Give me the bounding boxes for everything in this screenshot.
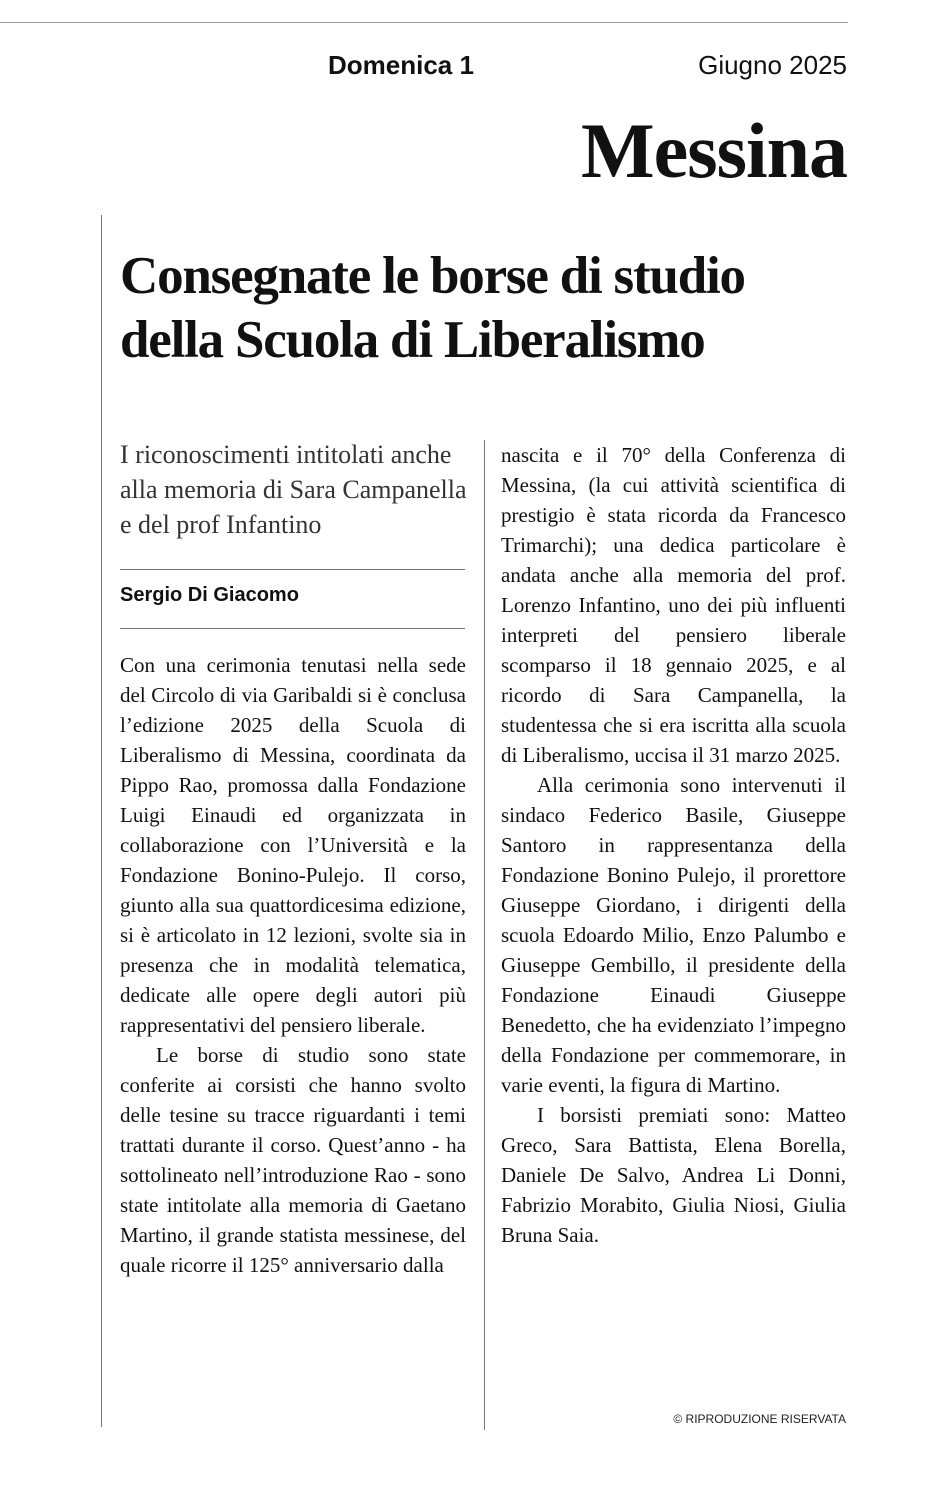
column-divider: [484, 440, 485, 1430]
headline-line-2: della Scuola di Liberalismo: [120, 311, 705, 369]
paragraph-3: nascita e il 70° della Conferenza di Messina, (la cui attività scientifica di prestigio è stata ricorda da Francesco Trimarchi); una dedica particolare è andata anche alla memoria del prof. Lorenzo Infantino, uno dei più influenti interpreti del pensiero liberale scomparso il 18 gennaio 2025, e al ricordo di Sara Campanella, la studentessa che si era iscritta alla scuola di Liberalismo, uccisa il 31 marzo 2025.: [501, 443, 846, 767]
paragraph-1: Con una cerimonia tenutasi nella sede del Circolo di via Garibaldi si è conclusa l’edizione 2025 della Scuola di Liberalismo di Messina, coordinata da Pippo Rao, promossa dalla Fondazione Luigi Einaudi ed organizzata in collaborazione con l’Università e la Fondazione Bonino-Pulejo. Il corso, giunto alla sua quattordicesima edizione, si è articolato in 12 lezioni, svolte sia in presenza che in modalità telematica, dedicate alle opere degli autori più rappresentativi del pensiero liberale.: [120, 653, 466, 1037]
article-column-1: [120, 650, 466, 1280]
issue-date: Giugno 2025: [698, 50, 847, 80]
byline-bottom-rule: [120, 628, 465, 629]
article-author: Sergio Di Giacomo: [120, 584, 299, 606]
paragraph-5: I borsisti premiati sono: Matteo Greco, Sara Battista, Elena Borella, Daniele De Salvo, Andrea Li Donni, Fabrizio Morabito, Giulia Niosi, Giulia Bruna Saia.: [501, 1103, 846, 1247]
section-title: Messina: [581, 107, 847, 194]
copyright-notice: © RIPRODUZIONE RISERVATA: [673, 1412, 846, 1426]
article-column-2: [501, 440, 846, 1250]
paragraph-4: Alla cerimonia sono intervenuti il sindaco Federico Basile, Giuseppe Santoro in rappresentanza della Fondazione Bonino Pulejo, il prorettore Giuseppe Giordano, i dirigenti della scuola Edoardo Milio, Enzo Palumbo e Giuseppe Gembillo, il presidente della Fondazione Einaudi Giuseppe Benedetto, che ha evidenziato l’impegno della Fondazione per commemorare, in varie eventi, la figura di Martino.: [501, 773, 846, 1097]
top-divider: [0, 22, 848, 23]
article-left-rule: [101, 215, 102, 1427]
article-headline: [120, 244, 855, 372]
article-subtitle: I riconoscimenti intitolati anche alla memoria di Sara Campanella e del prof Infantino: [120, 440, 467, 539]
issue-day: Domenica 1: [328, 50, 474, 80]
paragraph-2: Le borse di studio sono state conferite ai corsisti che hanno svolto delle tesine su tracce riguardanti i temi trattati durante il corso. Quest’anno - ha sottolineato nell’introduzione Rao - sono state intitolate alla memoria di Gaetano Martino, il grande statista messinese, del quale ricorre il 125° anniversario dalla: [120, 1043, 466, 1277]
byline-top-rule: [120, 569, 465, 570]
headline-line-1: Consegnate le borse di studio: [120, 247, 745, 305]
